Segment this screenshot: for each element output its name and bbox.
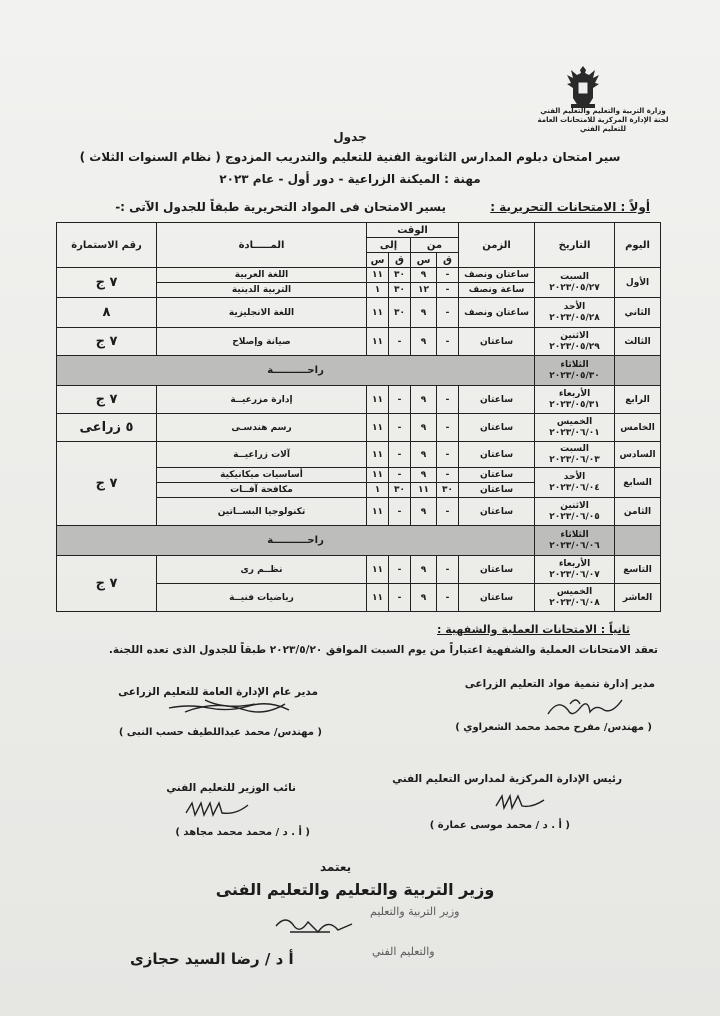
section-oral-heading: ثانياً : الامتحانات العملية والشفهية : bbox=[437, 623, 630, 636]
date: ٢٠٢٣/٠٦/٠٤ bbox=[549, 482, 600, 493]
duration-cell: ساعتان bbox=[459, 328, 535, 356]
signatory-2-name: ( مهندس/ محمد عبداللطيف حسب النبى ) bbox=[118, 727, 322, 738]
table-row bbox=[57, 386, 661, 414]
day-cell: الثالث bbox=[615, 328, 661, 356]
date: ٢٠٢٣/٠٥/٢٧ bbox=[549, 282, 600, 293]
to-minutes-cell: ٣٠ bbox=[389, 283, 411, 298]
form-cell: ٧ ج bbox=[57, 386, 157, 414]
subject-cell: التربية الدينية bbox=[157, 283, 367, 298]
to-hours-cell: ١ bbox=[367, 283, 389, 298]
header-duration: الزمن bbox=[459, 223, 535, 268]
date: ٢٠٢٣/٠٦/٠٨ bbox=[549, 597, 600, 608]
form-cell: ٧ ج bbox=[57, 268, 157, 298]
day-cell: الثاني bbox=[615, 298, 661, 328]
header-day: اليوم bbox=[615, 223, 661, 268]
to-hours-cell: ١١ bbox=[367, 298, 389, 328]
subject-cell: مكافحة آفــات bbox=[157, 483, 367, 498]
to-minutes-cell: ٣٠ bbox=[389, 298, 411, 328]
subject-cell: رسم هندسـى bbox=[157, 414, 367, 442]
day-cell: الأول bbox=[615, 268, 661, 298]
weekday: الاثنين bbox=[560, 330, 589, 341]
table-row bbox=[57, 298, 661, 328]
weekday: الخميس bbox=[556, 416, 593, 427]
duration-cell: ساعتان bbox=[459, 556, 535, 584]
signatory-4-title: نائب الوزير للتعليم الفني bbox=[166, 782, 296, 794]
to-minutes-cell: ٣٠ bbox=[389, 483, 411, 498]
from-hours-cell: ٩ bbox=[411, 386, 437, 414]
date-cell bbox=[535, 414, 615, 442]
from-hours-cell: ١٢ bbox=[411, 283, 437, 298]
header-subject: المـــــادة bbox=[157, 223, 367, 268]
to-minutes-cell: - bbox=[389, 414, 411, 442]
date: ٢٠٢٣/٠٦/٠١ bbox=[549, 427, 600, 438]
day-cell: التاسع bbox=[615, 556, 661, 584]
stamp-line2: والتعليم الفني bbox=[372, 945, 435, 958]
from-hours-cell: ٩ bbox=[411, 584, 437, 612]
day-cell bbox=[615, 526, 661, 556]
date-cell bbox=[535, 328, 615, 356]
date-cell bbox=[535, 468, 615, 498]
approval-label: يعتمد bbox=[320, 860, 352, 874]
weekday: الأربعاء bbox=[558, 558, 591, 569]
from-minutes-cell: - bbox=[437, 442, 459, 468]
doc-subtitle: سير امتحان دبلوم المدارس الثانوية الفنية للتعليم والتدريب المزدوج ( نظام السنوات الثلاث ) bbox=[79, 150, 621, 164]
from-minutes-cell: - bbox=[437, 386, 459, 414]
from-hours-cell: ٩ bbox=[411, 298, 437, 328]
date-cell bbox=[535, 584, 615, 612]
to-minutes-cell: - bbox=[389, 442, 411, 468]
to-minutes-cell: - bbox=[389, 468, 411, 483]
to-hours-cell: ١١ bbox=[367, 498, 389, 526]
from-minutes-cell: - bbox=[437, 283, 459, 298]
to-hours-cell: ١١ bbox=[367, 268, 389, 283]
weekday: الثلاثاء bbox=[560, 529, 589, 540]
from-minutes-cell: - bbox=[437, 298, 459, 328]
signature-3-icon bbox=[490, 790, 550, 814]
date: ٢٠٢٣/٠٦/٠٥ bbox=[549, 511, 600, 522]
to-hours-cell: ١١ bbox=[367, 328, 389, 356]
to-hours-cell: ١١ bbox=[367, 442, 389, 468]
from-hours-cell: ٩ bbox=[411, 498, 437, 526]
from-hours-cell: ٩ bbox=[411, 556, 437, 584]
rest-row bbox=[57, 526, 661, 556]
section-written bbox=[115, 200, 650, 214]
duration-cell: ساعتان ونصف bbox=[459, 298, 535, 328]
form-cell: ٥ زراعى bbox=[57, 414, 157, 442]
form-cell: ٧ ج bbox=[57, 442, 157, 526]
date: ٢٠٢٣/٠٦/٠٣ bbox=[549, 454, 600, 465]
signatory-4-name: ( أ . د / محمد محمد مجاهد ) bbox=[175, 827, 310, 838]
to-minutes-cell: - bbox=[389, 328, 411, 356]
date-cell bbox=[535, 298, 615, 328]
from-minutes-cell: - bbox=[437, 414, 459, 442]
date-cell bbox=[535, 386, 615, 414]
duration-cell: ساعتان bbox=[459, 498, 535, 526]
to-hours-cell: ١١ bbox=[367, 584, 389, 612]
from-minutes-cell: - bbox=[437, 498, 459, 526]
weekday: السبت bbox=[560, 443, 589, 454]
from-hours-cell: ٩ bbox=[411, 328, 437, 356]
to-minutes-cell: - bbox=[389, 584, 411, 612]
day-cell: الخامس bbox=[615, 414, 661, 442]
from-minutes-cell: ٣٠ bbox=[437, 483, 459, 498]
exam-schedule-table bbox=[56, 222, 661, 612]
section-written-text: يسير الامتحان فى المواد التحريرية طبقاً للجدول الآتى :- bbox=[115, 200, 446, 214]
ministry-name: وزارة التربية والتعليم والتعليم الفني bbox=[540, 107, 666, 115]
date-cell bbox=[535, 526, 615, 556]
subject-cell: اللغة العربية bbox=[157, 268, 367, 283]
day-cell: الرابع bbox=[615, 386, 661, 414]
date: ٢٠٢٣/٠٥/٢٨ bbox=[549, 312, 600, 323]
form-cell: ٨ bbox=[57, 298, 157, 328]
duration-cell: ساعتان ونصف bbox=[459, 268, 535, 283]
date-cell bbox=[535, 498, 615, 526]
subject-cell: آلات زراعيــة bbox=[157, 442, 367, 468]
doc-title: جدول bbox=[333, 130, 367, 144]
weekday: الاثنين bbox=[560, 500, 589, 511]
rest-row bbox=[57, 356, 661, 386]
duration-cell: ساعتان bbox=[459, 442, 535, 468]
weekday: الأحد bbox=[563, 471, 586, 482]
signatory-2-title: مدير عام الإدارة العامة للتعليم الزراعى bbox=[118, 686, 318, 698]
weekday: الأحد bbox=[563, 301, 586, 312]
signatory-3-name: ( أ . د / محمد موسى عمارة ) bbox=[429, 820, 570, 831]
day-cell: السابع bbox=[615, 468, 661, 498]
header-from-hours: س bbox=[411, 253, 437, 268]
form-cell: ٧ ج bbox=[57, 556, 157, 612]
date-cell bbox=[535, 268, 615, 298]
subject-cell: رياضيات فنيــة bbox=[157, 584, 367, 612]
approval-minister: وزير التربية والتعليم والتعليم الفنى bbox=[215, 880, 495, 899]
date-cell bbox=[535, 442, 615, 468]
table-row bbox=[57, 268, 661, 283]
signatory-1-name: ( مهندس/ مفرح محمد محمد الشعراوي ) bbox=[455, 722, 652, 733]
weekday: الثلاثاء bbox=[560, 359, 589, 370]
header-to-minutes: ق bbox=[389, 253, 411, 268]
doc-profession: مهنة : الميكنة الزراعية - دور أول - عام ٢٠٢٣ bbox=[219, 172, 481, 186]
to-hours-cell: ١١ bbox=[367, 556, 389, 584]
subject-cell: تكنولوجيا البســاتين bbox=[157, 498, 367, 526]
header-from: من bbox=[411, 238, 459, 253]
day-cell: الثامن bbox=[615, 498, 661, 526]
from-hours-cell: ٩ bbox=[411, 414, 437, 442]
duration-cell: ساعتان bbox=[459, 483, 535, 498]
date: ٢٠٢٣/٠٥/٢٩ bbox=[549, 341, 600, 352]
date: ٢٠٢٣/٠٦/٠٦ bbox=[549, 540, 600, 551]
from-minutes-cell: - bbox=[437, 268, 459, 283]
header-from-minutes: ق bbox=[437, 253, 459, 268]
header-date: التاريخ bbox=[535, 223, 615, 268]
subject-cell: أساسيات ميكانيكية bbox=[157, 468, 367, 483]
day-cell: السادس bbox=[615, 442, 661, 468]
from-hours-cell: ١١ bbox=[411, 483, 437, 498]
approval-name: أ د / رضا السيد حجازى bbox=[130, 950, 294, 968]
section-oral-text: تعقد الامتحانات العملية والشفهية اعتباراً من يوم السبت الموافق ٢٠٢٣/٥/٢٠ طبقاً للجدول الذى تعده اللجنة. bbox=[108, 644, 658, 656]
form-cell: ٧ ج bbox=[57, 328, 157, 356]
subject-cell: اللغة الانجليزية bbox=[157, 298, 367, 328]
from-minutes-cell: - bbox=[437, 584, 459, 612]
signatory-1-title: مدير إدارة تنمية مواد التعليم الزراعى bbox=[464, 678, 655, 690]
from-minutes-cell: - bbox=[437, 468, 459, 483]
from-hours-cell: ٩ bbox=[411, 468, 437, 483]
subject-cell: نظــم رى bbox=[157, 556, 367, 584]
from-minutes-cell: - bbox=[437, 328, 459, 356]
to-hours-cell: ١ bbox=[367, 483, 389, 498]
signature-2-icon bbox=[165, 690, 295, 722]
header-to: إلى bbox=[367, 238, 411, 253]
signature-minister-icon bbox=[270, 912, 360, 940]
rest-label: راحــــــــــة bbox=[57, 526, 535, 556]
day-cell bbox=[615, 356, 661, 386]
signatory-3-title: رئيس الإدارة المركزية لمدارس التعليم الفني bbox=[392, 773, 622, 785]
date: ٢٠٢٣/٠٥/٣١ bbox=[549, 399, 600, 410]
to-minutes-cell: - bbox=[389, 498, 411, 526]
stamp-line1: وزير التربية والتعليم bbox=[370, 905, 460, 918]
duration-cell: ساعتان bbox=[459, 468, 535, 483]
to-minutes-cell: - bbox=[389, 386, 411, 414]
date: ٢٠٢٣/٠٥/٣٠ bbox=[549, 370, 600, 381]
day-cell: العاشر bbox=[615, 584, 661, 612]
header-time: الوقت bbox=[367, 223, 459, 238]
header-to-hours: س bbox=[367, 253, 389, 268]
table-row bbox=[57, 328, 661, 356]
date-cell bbox=[535, 556, 615, 584]
table-row bbox=[57, 442, 661, 468]
header-form: رقم الاستمارة bbox=[57, 223, 157, 268]
table-row bbox=[57, 414, 661, 442]
duration-cell: ساعة ونصف bbox=[459, 283, 535, 298]
section-written-heading: أولاً : الامتحانات التحريرية : bbox=[490, 200, 650, 214]
from-hours-cell: ٩ bbox=[411, 268, 437, 283]
to-hours-cell: ١١ bbox=[367, 414, 389, 442]
signature-4-icon bbox=[180, 795, 260, 821]
table-row bbox=[57, 556, 661, 584]
to-hours-cell: ١١ bbox=[367, 386, 389, 414]
duration-cell: ساعتان bbox=[459, 386, 535, 414]
to-minutes-cell: - bbox=[389, 556, 411, 584]
duration-cell: ساعتان bbox=[459, 584, 535, 612]
to-minutes-cell: ٣٠ bbox=[389, 268, 411, 283]
from-minutes-cell: - bbox=[437, 556, 459, 584]
subject-cell: إدارة مزرعيــة bbox=[157, 386, 367, 414]
from-hours-cell: ٩ bbox=[411, 442, 437, 468]
weekday: السبت bbox=[560, 271, 589, 282]
duration-cell: ساعتان bbox=[459, 414, 535, 442]
to-hours-cell: ١١ bbox=[367, 468, 389, 483]
weekday: الأربعاء bbox=[558, 388, 591, 399]
date: ٢٠٢٣/٠٦/٠٧ bbox=[549, 569, 600, 580]
date-cell bbox=[535, 356, 615, 386]
eagle-emblem-icon bbox=[563, 62, 603, 110]
committee-name: لجنة الإدارة المركزية للامتحانات العامة للتعليم الفني bbox=[537, 116, 669, 133]
rest-label: راحــــــــــة bbox=[57, 356, 535, 386]
weekday: الخميس bbox=[556, 586, 593, 597]
subject-cell: صيانة وإصلاح bbox=[157, 328, 367, 356]
